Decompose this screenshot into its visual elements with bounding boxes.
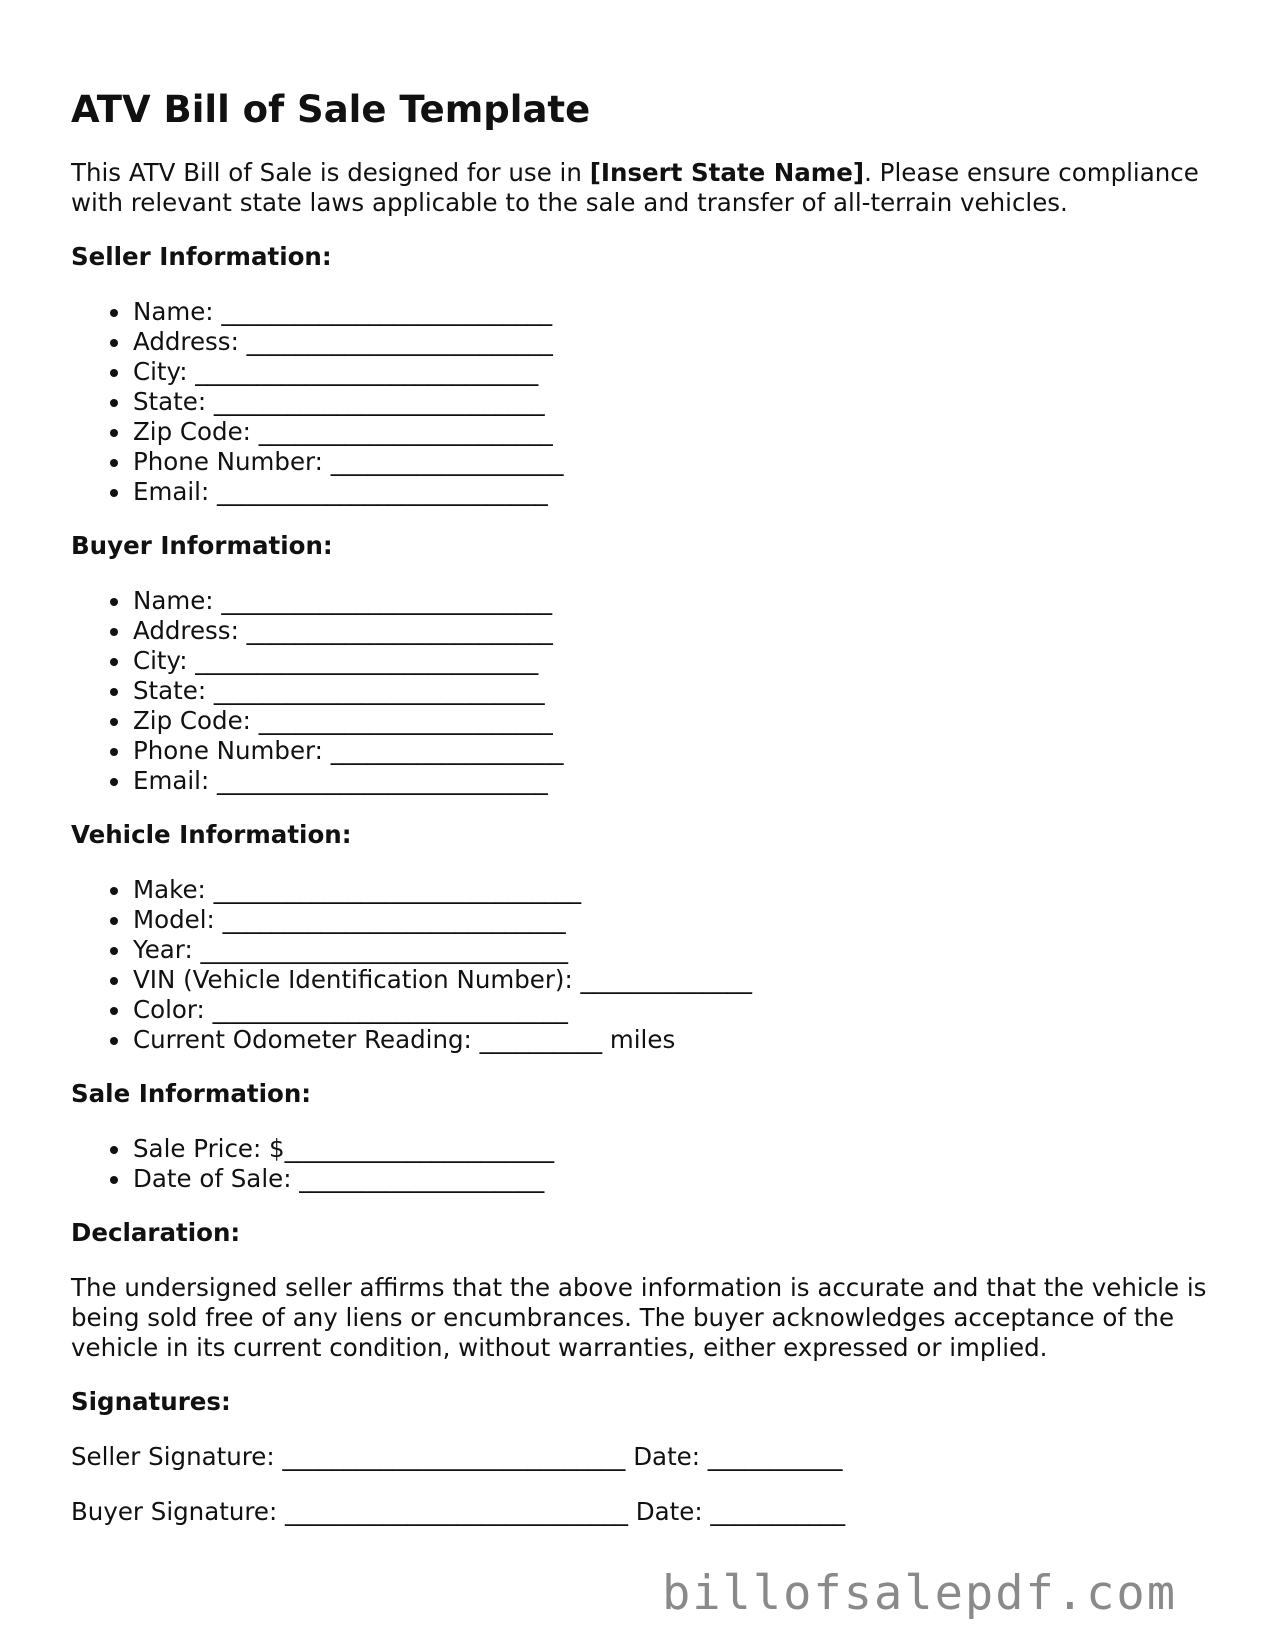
vehicle-heading: Vehicle Information:: [71, 820, 352, 849]
vehicle-vin-field: VIN (Vehicle Identification Number): ______________: [133, 965, 1211, 995]
seller-zip-field: Zip Code: ________________________: [133, 417, 1211, 447]
seller-fields-list: [71, 297, 1211, 507]
vehicle-odometer-field: Current Odometer Reading: __________ miles: [133, 1025, 1211, 1055]
seller-address-field: Address: _________________________: [133, 327, 1211, 357]
intro-paragraph: [71, 158, 1211, 218]
vehicle-model-field: Model: ____________________________: [133, 905, 1211, 935]
seller-email-field: Email: ___________________________: [133, 477, 1211, 507]
seller-signature-line: Seller Signature: ____________________________ Date: ___________: [71, 1442, 843, 1471]
seller-phone-field: Phone Number: ___________________: [133, 447, 1211, 477]
sale-date-field: Date of Sale: ____________________: [133, 1164, 1211, 1194]
buyer-address-field: Address: _________________________: [133, 616, 1211, 646]
sale-fields-list: [71, 1134, 1211, 1194]
buyer-signature-line: Buyer Signature: ____________________________ Date: ___________: [71, 1497, 846, 1526]
seller-state-field: State: ___________________________: [133, 387, 1211, 417]
vehicle-make-field: Make: ______________________________: [133, 875, 1211, 905]
buyer-name-field: Name: ___________________________: [133, 586, 1211, 616]
buyer-city-field: City: ____________________________: [133, 646, 1211, 676]
buyer-email-field: Email: ___________________________: [133, 766, 1211, 796]
sale-price-field: Sale Price: $______________________: [133, 1134, 1211, 1164]
vehicle-fields-list: [71, 875, 1211, 1055]
declaration-heading: Declaration:: [71, 1218, 241, 1247]
buyer-phone-field: Phone Number: ___________________: [133, 736, 1211, 766]
state-placeholder: [Insert State Name]: [589, 158, 865, 187]
page-title: ATV Bill of Sale Template: [71, 88, 591, 131]
watermark-text: billofsalepdf.com: [661, 1566, 1177, 1621]
buyer-heading: Buyer Information:: [71, 531, 333, 560]
document-page: [71, 78, 1211, 1527]
intro-text-pre: This ATV Bill of Sale is designed for use in: [71, 158, 590, 187]
buyer-zip-field: Zip Code: ________________________: [133, 706, 1211, 736]
seller-city-field: City: ____________________________: [133, 357, 1211, 387]
vehicle-year-field: Year: ______________________________: [133, 935, 1211, 965]
vehicle-color-field: Color: _____________________________: [133, 995, 1211, 1025]
seller-name-field: Name: ___________________________: [133, 297, 1211, 327]
intro-text-post: . Please ensure compliance with relevant state laws applicable to the sale and transfer of all-terrain vehicles.: [71, 158, 1199, 217]
buyer-state-field: State: ___________________________: [133, 676, 1211, 706]
declaration-text: The undersigned seller affirms that the above information is accurate and that the vehicle is being sold free of any liens or encumbrances. The buyer acknowledges acceptance of the vehicle in its current condition, without warranties, either expressed or implied.: [71, 1273, 1207, 1362]
buyer-fields-list: [71, 586, 1211, 796]
sale-heading: Sale Information:: [71, 1079, 312, 1108]
signatures-heading: Signatures:: [71, 1387, 231, 1416]
seller-heading: Seller Information:: [71, 242, 332, 271]
